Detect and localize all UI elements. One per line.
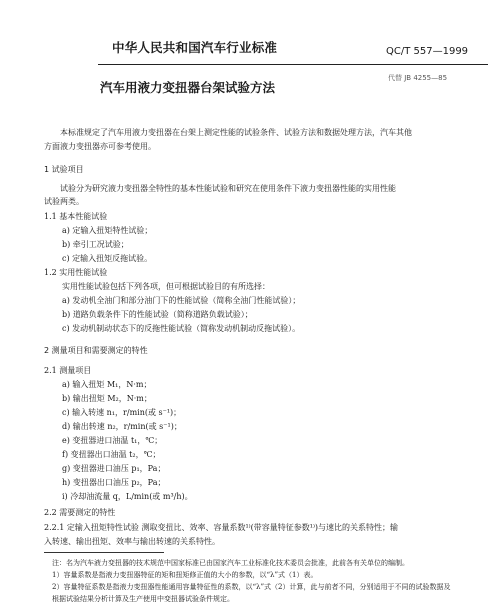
section-1-heading: 1 试验项目: [44, 165, 84, 174]
intro-line-1: 本标准规定了汽车用液力变扭器在台架上测定性能的试验条件、试验方法和数据处理方法，汽车其他: [60, 128, 412, 137]
section-2-2-1-line-1: 2.2.1 定输入扭矩特性试验 测取变扭比、效率、容量系数¹⁾(带容量特征参数¹⁾)与速比的关系特性；输: [44, 523, 399, 532]
standard-number: QC/T 557—1999: [386, 46, 469, 57]
list-item: c) 定输入扭矩反拖试验。: [62, 254, 153, 263]
footnote: 2）容量特征系数是指液力变扭器性能通用容量特征性的系数，以“λ”式（2）计算，此与前者不同，分别适用于不同的试验数据及: [52, 583, 451, 591]
section-2-1-heading: 2.1 测量项目: [44, 366, 92, 375]
list-item: h) 变扭器出口油压 p₂，Pa；: [62, 478, 166, 487]
list-item: b) 输出扭矩 M₂，N·m；: [62, 394, 152, 403]
list-item: c) 发动机制动状态下的反拖性能试验（简称发动机制动反拖试验）。: [62, 324, 301, 333]
document-title: 汽车用液力变扭器台架试验方法: [100, 80, 276, 95]
header-rule: [98, 64, 488, 65]
footnote-rule: [44, 552, 164, 553]
footnote: 注：名为汽车液力变扭器的技术规范中国家标准已由国家汽车工业标准化技术委员会批准，此前各有关单位的编制。: [52, 559, 409, 567]
section-1-2-intro: 实用性能试验包括下列各项，但可根据试验目的有所选择：: [62, 282, 270, 291]
list-item: e) 变扭器进口油温 t₁，℃；: [62, 436, 163, 445]
list-item: a) 发动机全油门和部分油门下的性能试验（简称全油门性能试验）；: [62, 296, 301, 305]
list-item: d) 输出转速 n₂，r/min(或 s⁻¹)；: [62, 422, 182, 431]
section-1-para-line-2: 试验两类。: [44, 197, 84, 206]
list-item: a) 输入扭矩 M₁，N·m；: [62, 380, 152, 389]
list-item: b) 牵引工况试验；: [62, 240, 129, 249]
ministry-header: 中华人民共和国汽车行业标准: [112, 40, 278, 55]
list-item: a) 定输入扭矩特性试验；: [62, 226, 153, 235]
list-item: b) 道路负载条件下的性能试验（简称道路负载试验）；: [62, 310, 253, 319]
list-item: f) 变扭器出口油温 t₂，℃；: [62, 450, 161, 459]
footnote: 根据试验结果分析计算及生产使用中变扭器试验条件规定。: [52, 595, 234, 603]
section-1-1-heading: 1.1 基本性能试验: [44, 212, 108, 221]
replaces-standard: 代替 JB 4255—85: [388, 74, 448, 82]
section-1-para-line-1: 试验分为研究液力变扭器全特性的基本性能试验和研究在使用条件下液力变扭器性能的实用性能: [60, 184, 396, 193]
intro-line-2: 方面液力变扭器亦可参考使用。: [44, 142, 156, 151]
section-2-2-1-line-2: 入转速、输出扭矩、效率与输出转速的关系特性。: [44, 537, 220, 546]
section-1-2-heading: 1.2 实用性能试验: [44, 268, 108, 277]
list-item: c) 输入转速 n₁，r/min(或 s⁻¹)；: [62, 408, 182, 417]
list-item: i) 冷却油流量 q，L/min(或 m³/h)。: [62, 492, 193, 501]
footnote: 1）容量系数是指液力变扭器特征的矩和扭矩修正值的大小的参数，以“λ”式（1）表。: [52, 571, 318, 579]
list-item: g) 变扭器进口油压 p₁，Pa；: [62, 464, 166, 473]
section-2-2-heading: 2.2 需要测定的特性: [44, 508, 116, 517]
section-2-heading: 2 测量项目和需要测定的特性: [44, 346, 148, 355]
